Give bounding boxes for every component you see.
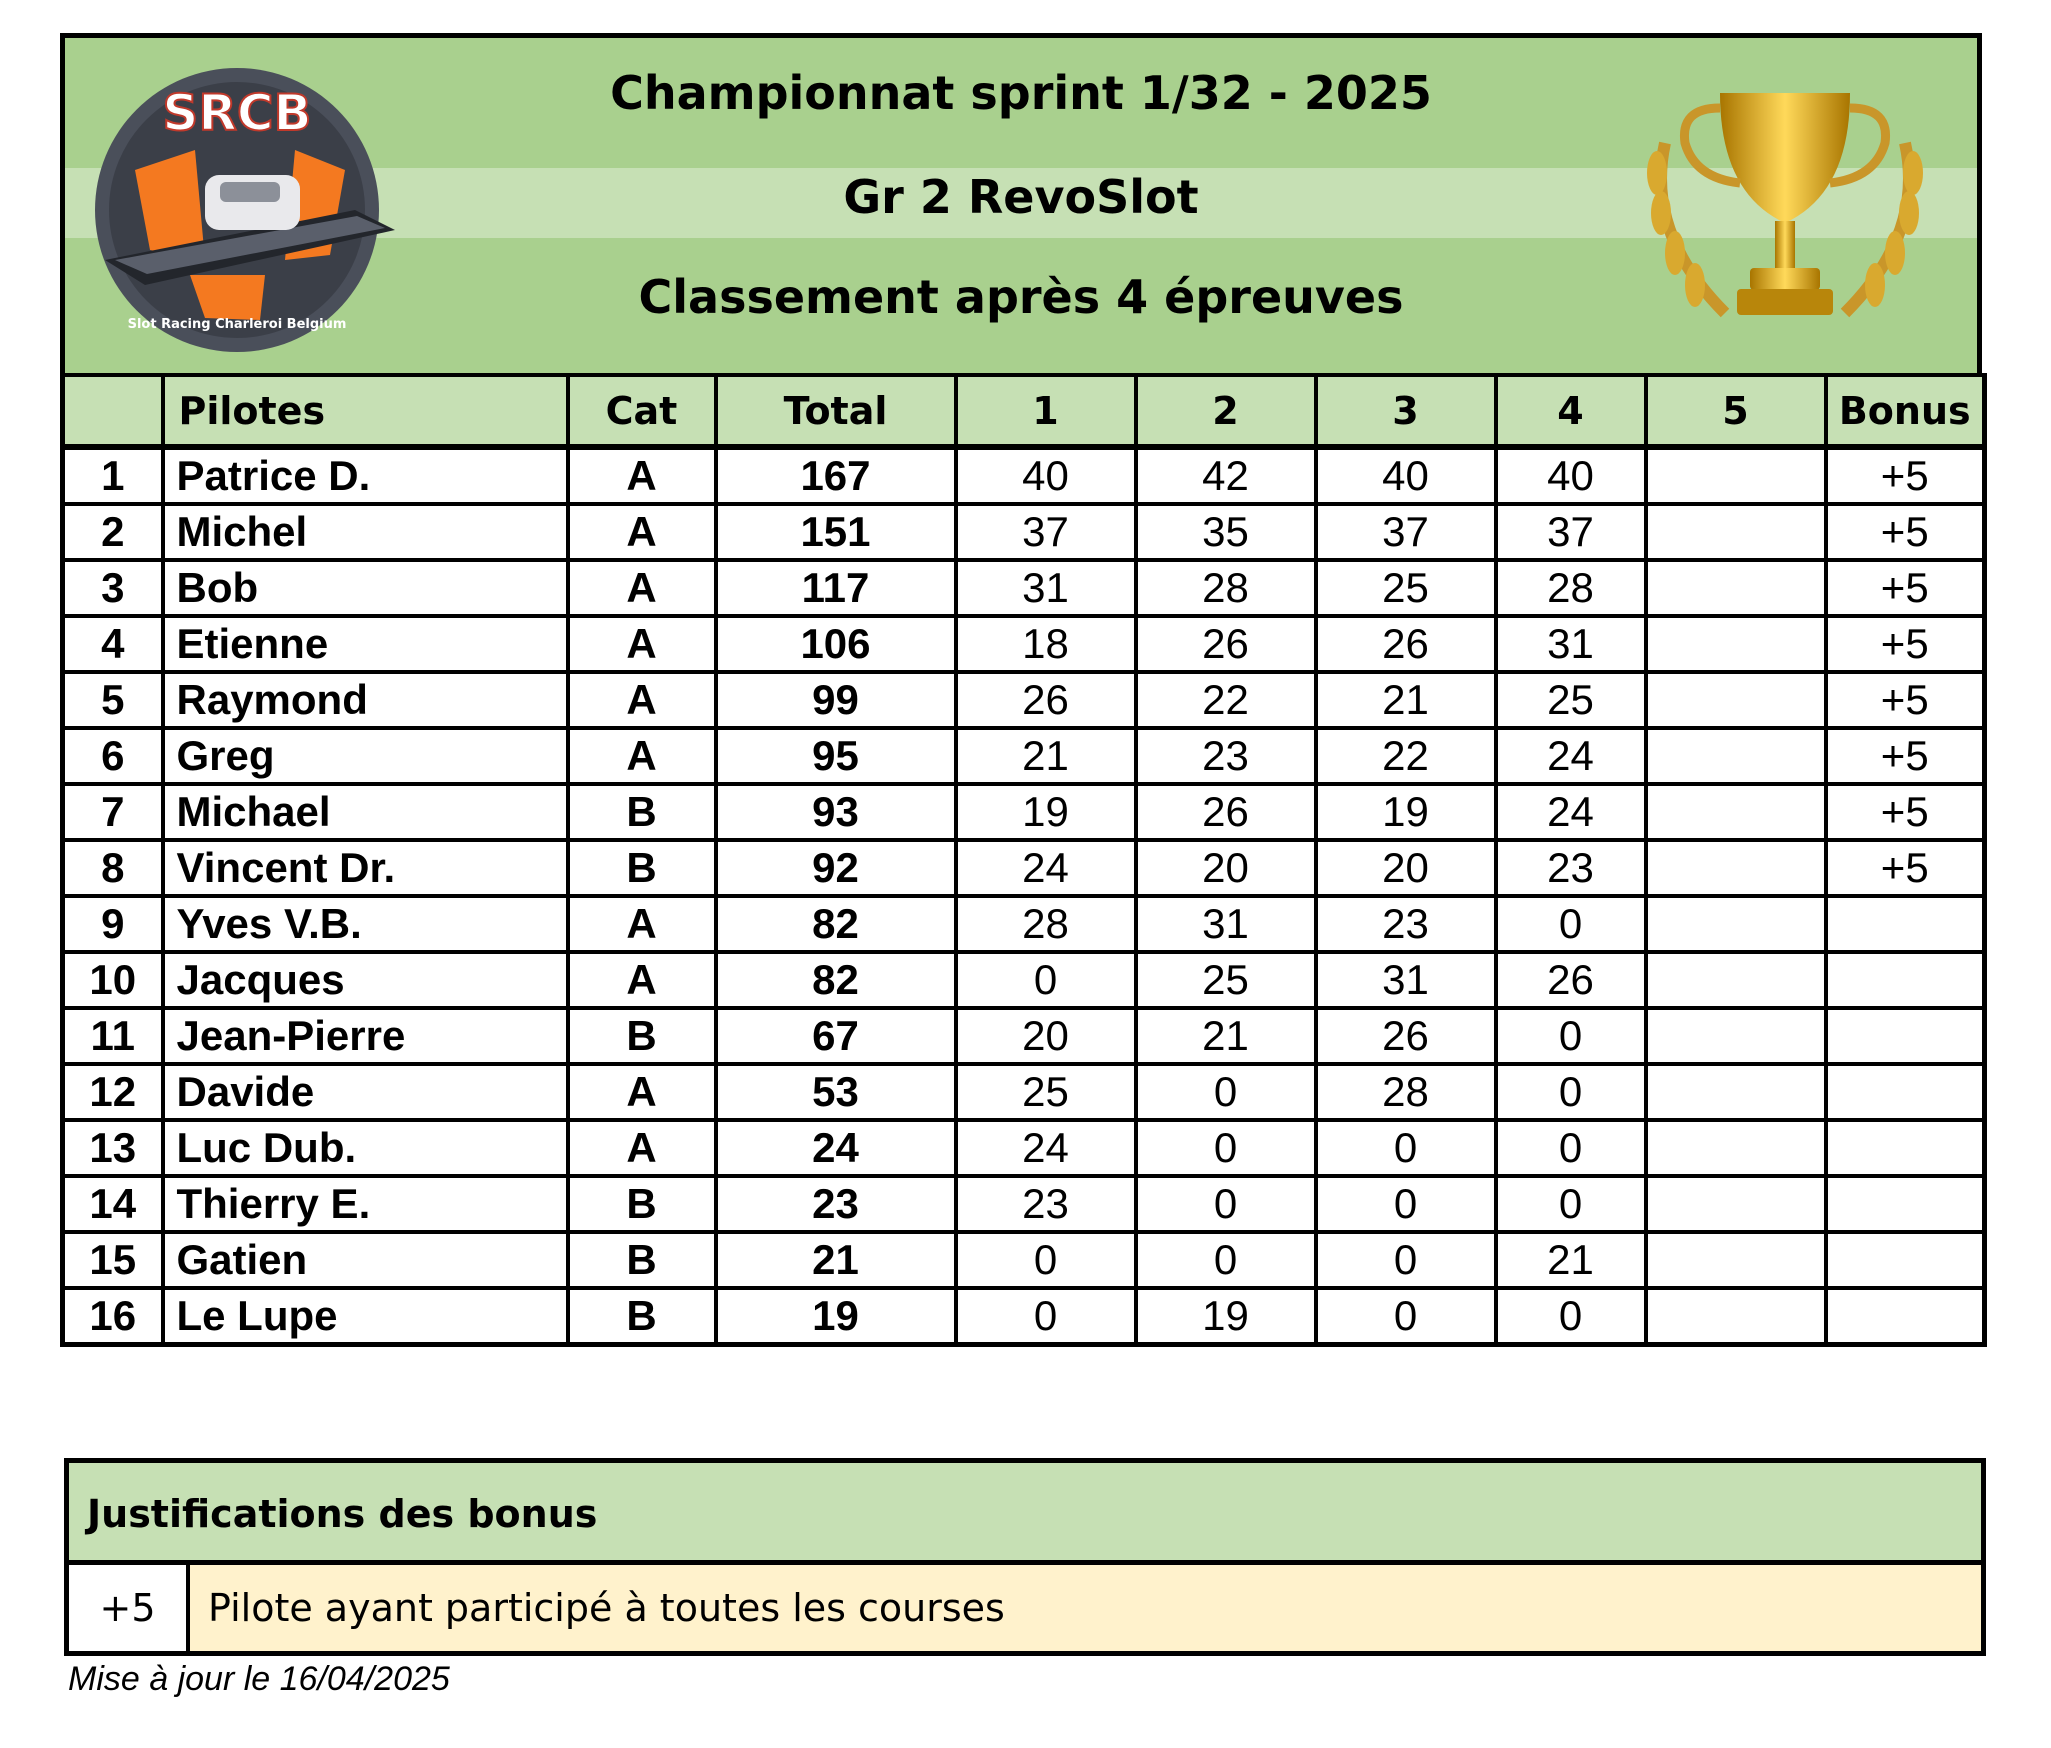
category-cell: A xyxy=(568,616,716,672)
round-5-cell xyxy=(1646,504,1826,560)
total-cell: 21 xyxy=(716,1232,956,1288)
category-cell: B xyxy=(568,1008,716,1064)
table-row xyxy=(63,1008,1985,1064)
round-4-cell: 37 xyxy=(1496,504,1646,560)
bonus-cell: +5 xyxy=(1826,447,1985,504)
round-4-cell: 0 xyxy=(1496,1064,1646,1120)
total-cell: 82 xyxy=(716,896,956,952)
round-3-cell: 37 xyxy=(1316,504,1496,560)
round-1-cell: 31 xyxy=(956,560,1136,616)
total-cell: 23 xyxy=(716,1176,956,1232)
table-row xyxy=(63,616,1985,672)
round-2-cell: 0 xyxy=(1136,1176,1316,1232)
round-2-cell: 31 xyxy=(1136,896,1316,952)
round-3-cell: 0 xyxy=(1316,1232,1496,1288)
position-cell: 11 xyxy=(63,1008,163,1064)
bonus-cell xyxy=(1826,1064,1985,1120)
round-5-cell xyxy=(1646,1064,1826,1120)
bonus-cell: +5 xyxy=(1826,728,1985,784)
total-cell: 99 xyxy=(716,672,956,728)
round-5-cell xyxy=(1646,1288,1826,1345)
position-cell: 5 xyxy=(63,672,163,728)
round-4-cell: 0 xyxy=(1496,1008,1646,1064)
position-cell: 1 xyxy=(63,447,163,504)
round-3-cell: 23 xyxy=(1316,896,1496,952)
pilot-name-cell: Jacques xyxy=(163,952,568,1008)
round-3-cell: 0 xyxy=(1316,1120,1496,1176)
round-4-cell: 40 xyxy=(1496,447,1646,504)
total-cell: 95 xyxy=(716,728,956,784)
bonus-cell: +5 xyxy=(1826,840,1985,896)
bonus-cell xyxy=(1826,896,1985,952)
total-cell: 53 xyxy=(716,1064,956,1120)
position-cell: 14 xyxy=(63,1176,163,1232)
round-5-cell xyxy=(1646,1176,1826,1232)
bonus-cell xyxy=(1826,1288,1985,1345)
position-cell: 12 xyxy=(63,1064,163,1120)
round-4-cell: 24 xyxy=(1496,728,1646,784)
category-cell: A xyxy=(568,1064,716,1120)
col-header-round-3: 3 xyxy=(1316,375,1496,447)
total-cell: 19 xyxy=(716,1288,956,1345)
round-1-cell: 21 xyxy=(956,728,1136,784)
bonus-table xyxy=(64,1458,1986,1656)
round-3-cell: 0 xyxy=(1316,1288,1496,1345)
table-row xyxy=(63,447,1985,504)
category-cell: B xyxy=(568,784,716,840)
round-1-cell: 0 xyxy=(956,952,1136,1008)
round-3-cell: 31 xyxy=(1316,952,1496,1008)
round-1-cell: 19 xyxy=(956,784,1136,840)
round-2-cell: 0 xyxy=(1136,1120,1316,1176)
pilot-name-cell: Patrice D. xyxy=(163,447,568,504)
table-row xyxy=(63,952,1985,1008)
round-3-cell: 0 xyxy=(1316,1176,1496,1232)
pilot-name-cell: Michel xyxy=(163,504,568,560)
round-5-cell xyxy=(1646,616,1826,672)
bonus-cell xyxy=(1826,1008,1985,1064)
pilot-name-cell: Etienne xyxy=(163,616,568,672)
category-cell: A xyxy=(568,560,716,616)
total-cell: 92 xyxy=(716,840,956,896)
trophy-icon xyxy=(1625,63,1945,353)
bonus-cell: +5 xyxy=(1826,560,1985,616)
position-cell: 13 xyxy=(63,1120,163,1176)
table-row xyxy=(63,504,1985,560)
round-2-cell: 19 xyxy=(1136,1288,1316,1345)
category-cell: A xyxy=(568,952,716,1008)
round-1-cell: 24 xyxy=(956,840,1136,896)
round-2-cell: 0 xyxy=(1136,1232,1316,1288)
round-5-cell xyxy=(1646,447,1826,504)
bonus-cell xyxy=(1826,1120,1985,1176)
table-row xyxy=(63,784,1985,840)
bonus-cell: +5 xyxy=(1826,504,1985,560)
col-header-pilots: Pilotes xyxy=(163,375,568,447)
round-4-cell: 0 xyxy=(1496,1176,1646,1232)
category-cell: A xyxy=(568,1120,716,1176)
srcb-logo xyxy=(95,60,415,360)
round-4-cell: 31 xyxy=(1496,616,1646,672)
bonus-description: Pilote ayant participé à toutes les courses xyxy=(190,1565,1981,1651)
logo-subtext: Slot Racing Charleroi Belgium xyxy=(127,317,347,332)
round-1-cell: 26 xyxy=(956,672,1136,728)
round-2-cell: 26 xyxy=(1136,616,1316,672)
round-5-cell xyxy=(1646,728,1826,784)
position-cell: 10 xyxy=(63,952,163,1008)
col-header-position xyxy=(63,375,163,447)
round-3-cell: 40 xyxy=(1316,447,1496,504)
round-5-cell xyxy=(1646,952,1826,1008)
round-2-cell: 25 xyxy=(1136,952,1316,1008)
pilot-name-cell: Vincent Dr. xyxy=(163,840,568,896)
round-1-cell: 0 xyxy=(956,1232,1136,1288)
pilot-name-cell: Yves V.B. xyxy=(163,896,568,952)
standing-caption: Classement après 4 épreuves xyxy=(638,270,1404,324)
category-cell: A xyxy=(568,728,716,784)
round-2-cell: 20 xyxy=(1136,840,1316,896)
table-row xyxy=(63,896,1985,952)
category-cell: A xyxy=(568,447,716,504)
bonus-cell: +5 xyxy=(1826,784,1985,840)
round-5-cell xyxy=(1646,784,1826,840)
round-2-cell: 42 xyxy=(1136,447,1316,504)
round-2-cell: 21 xyxy=(1136,1008,1316,1064)
col-header-round-1: 1 xyxy=(956,375,1136,447)
round-5-cell xyxy=(1646,1120,1826,1176)
table-row xyxy=(63,1064,1985,1120)
col-header-total: Total xyxy=(716,375,956,447)
round-1-cell: 20 xyxy=(956,1008,1136,1064)
position-cell: 3 xyxy=(63,560,163,616)
round-4-cell: 0 xyxy=(1496,896,1646,952)
total-cell: 167 xyxy=(716,447,956,504)
category-cell: B xyxy=(568,1232,716,1288)
pilot-name-cell: Davide xyxy=(163,1064,568,1120)
total-cell: 151 xyxy=(716,504,956,560)
round-3-cell: 26 xyxy=(1316,616,1496,672)
total-cell: 24 xyxy=(716,1120,956,1176)
table-row xyxy=(63,1288,1985,1345)
round-4-cell: 28 xyxy=(1496,560,1646,616)
round-3-cell: 20 xyxy=(1316,840,1496,896)
table-header-row xyxy=(63,375,1985,447)
pilot-name-cell: Bob xyxy=(163,560,568,616)
bonus-cell: +5 xyxy=(1826,672,1985,728)
round-4-cell: 0 xyxy=(1496,1288,1646,1345)
table-row xyxy=(63,1232,1985,1288)
round-2-cell: 0 xyxy=(1136,1064,1316,1120)
pilot-name-cell: Michael xyxy=(163,784,568,840)
logo-text: SRCB xyxy=(162,84,312,142)
page-subtitle: Gr 2 RevoSlot xyxy=(843,170,1199,224)
position-cell: 6 xyxy=(63,728,163,784)
round-2-cell: 23 xyxy=(1136,728,1316,784)
total-cell: 82 xyxy=(716,952,956,1008)
category-cell: A xyxy=(568,896,716,952)
position-cell: 16 xyxy=(63,1288,163,1345)
pilot-name-cell: Le Lupe xyxy=(163,1288,568,1345)
round-4-cell: 0 xyxy=(1496,1120,1646,1176)
col-header-round-2: 2 xyxy=(1136,375,1316,447)
round-1-cell: 25 xyxy=(956,1064,1136,1120)
position-cell: 2 xyxy=(63,504,163,560)
table-row xyxy=(63,672,1985,728)
round-3-cell: 28 xyxy=(1316,1064,1496,1120)
round-5-cell xyxy=(1646,672,1826,728)
round-1-cell: 24 xyxy=(956,1120,1136,1176)
bonus-cell xyxy=(1826,1176,1985,1232)
col-header-bonus: Bonus xyxy=(1826,375,1985,447)
position-cell: 8 xyxy=(63,840,163,896)
round-4-cell: 24 xyxy=(1496,784,1646,840)
pilot-name-cell: Thierry E. xyxy=(163,1176,568,1232)
round-4-cell: 21 xyxy=(1496,1232,1646,1288)
standings-sheet xyxy=(60,33,1982,1347)
table-row xyxy=(63,728,1985,784)
table-row xyxy=(63,840,1985,896)
round-1-cell: 28 xyxy=(956,896,1136,952)
round-4-cell: 26 xyxy=(1496,952,1646,1008)
round-3-cell: 22 xyxy=(1316,728,1496,784)
bonus-cell xyxy=(1826,1232,1985,1288)
table-row xyxy=(63,1176,1985,1232)
pilot-name-cell: Jean-Pierre xyxy=(163,1008,568,1064)
col-header-round-5: 5 xyxy=(1646,375,1826,447)
round-3-cell: 26 xyxy=(1316,1008,1496,1064)
round-2-cell: 26 xyxy=(1136,784,1316,840)
update-date: Mise à jour le 16/04/2025 xyxy=(68,1660,450,1698)
position-cell: 7 xyxy=(63,784,163,840)
category-cell: B xyxy=(568,1288,716,1345)
table-row xyxy=(63,1120,1985,1176)
bonus-value: +5 xyxy=(69,1565,190,1651)
round-2-cell: 22 xyxy=(1136,672,1316,728)
bonus-title: Justifications des bonus xyxy=(69,1463,1981,1565)
col-header-cat: Cat xyxy=(568,375,716,447)
category-cell: A xyxy=(568,504,716,560)
category-cell: A xyxy=(568,672,716,728)
total-cell: 67 xyxy=(716,1008,956,1064)
round-1-cell: 18 xyxy=(956,616,1136,672)
standings-table xyxy=(60,373,1987,1347)
total-cell: 93 xyxy=(716,784,956,840)
position-cell: 4 xyxy=(63,616,163,672)
round-3-cell: 25 xyxy=(1316,560,1496,616)
pilot-name-cell: Greg xyxy=(163,728,568,784)
round-4-cell: 23 xyxy=(1496,840,1646,896)
round-1-cell: 23 xyxy=(956,1176,1136,1232)
position-cell: 15 xyxy=(63,1232,163,1288)
round-1-cell: 37 xyxy=(956,504,1136,560)
pilot-name-cell: Luc Dub. xyxy=(163,1120,568,1176)
round-5-cell xyxy=(1646,896,1826,952)
round-1-cell: 0 xyxy=(956,1288,1136,1345)
header xyxy=(60,33,1982,373)
round-5-cell xyxy=(1646,1008,1826,1064)
round-3-cell: 19 xyxy=(1316,784,1496,840)
pilot-name-cell: Raymond xyxy=(163,672,568,728)
table-row xyxy=(63,560,1985,616)
round-3-cell: 21 xyxy=(1316,672,1496,728)
round-2-cell: 28 xyxy=(1136,560,1316,616)
round-5-cell xyxy=(1646,560,1826,616)
bonus-row xyxy=(69,1565,1981,1651)
bonus-cell xyxy=(1826,952,1985,1008)
total-cell: 117 xyxy=(716,560,956,616)
round-4-cell: 25 xyxy=(1496,672,1646,728)
category-cell: B xyxy=(568,1176,716,1232)
round-5-cell xyxy=(1646,840,1826,896)
position-cell: 9 xyxy=(63,896,163,952)
col-header-round-4: 4 xyxy=(1496,375,1646,447)
page-title: Championnat sprint 1/32 - 2025 xyxy=(610,66,1432,120)
total-cell: 106 xyxy=(716,616,956,672)
round-2-cell: 35 xyxy=(1136,504,1316,560)
round-5-cell xyxy=(1646,1232,1826,1288)
pilot-name-cell: Gatien xyxy=(163,1232,568,1288)
category-cell: B xyxy=(568,840,716,896)
round-1-cell: 40 xyxy=(956,447,1136,504)
bonus-cell: +5 xyxy=(1826,616,1985,672)
